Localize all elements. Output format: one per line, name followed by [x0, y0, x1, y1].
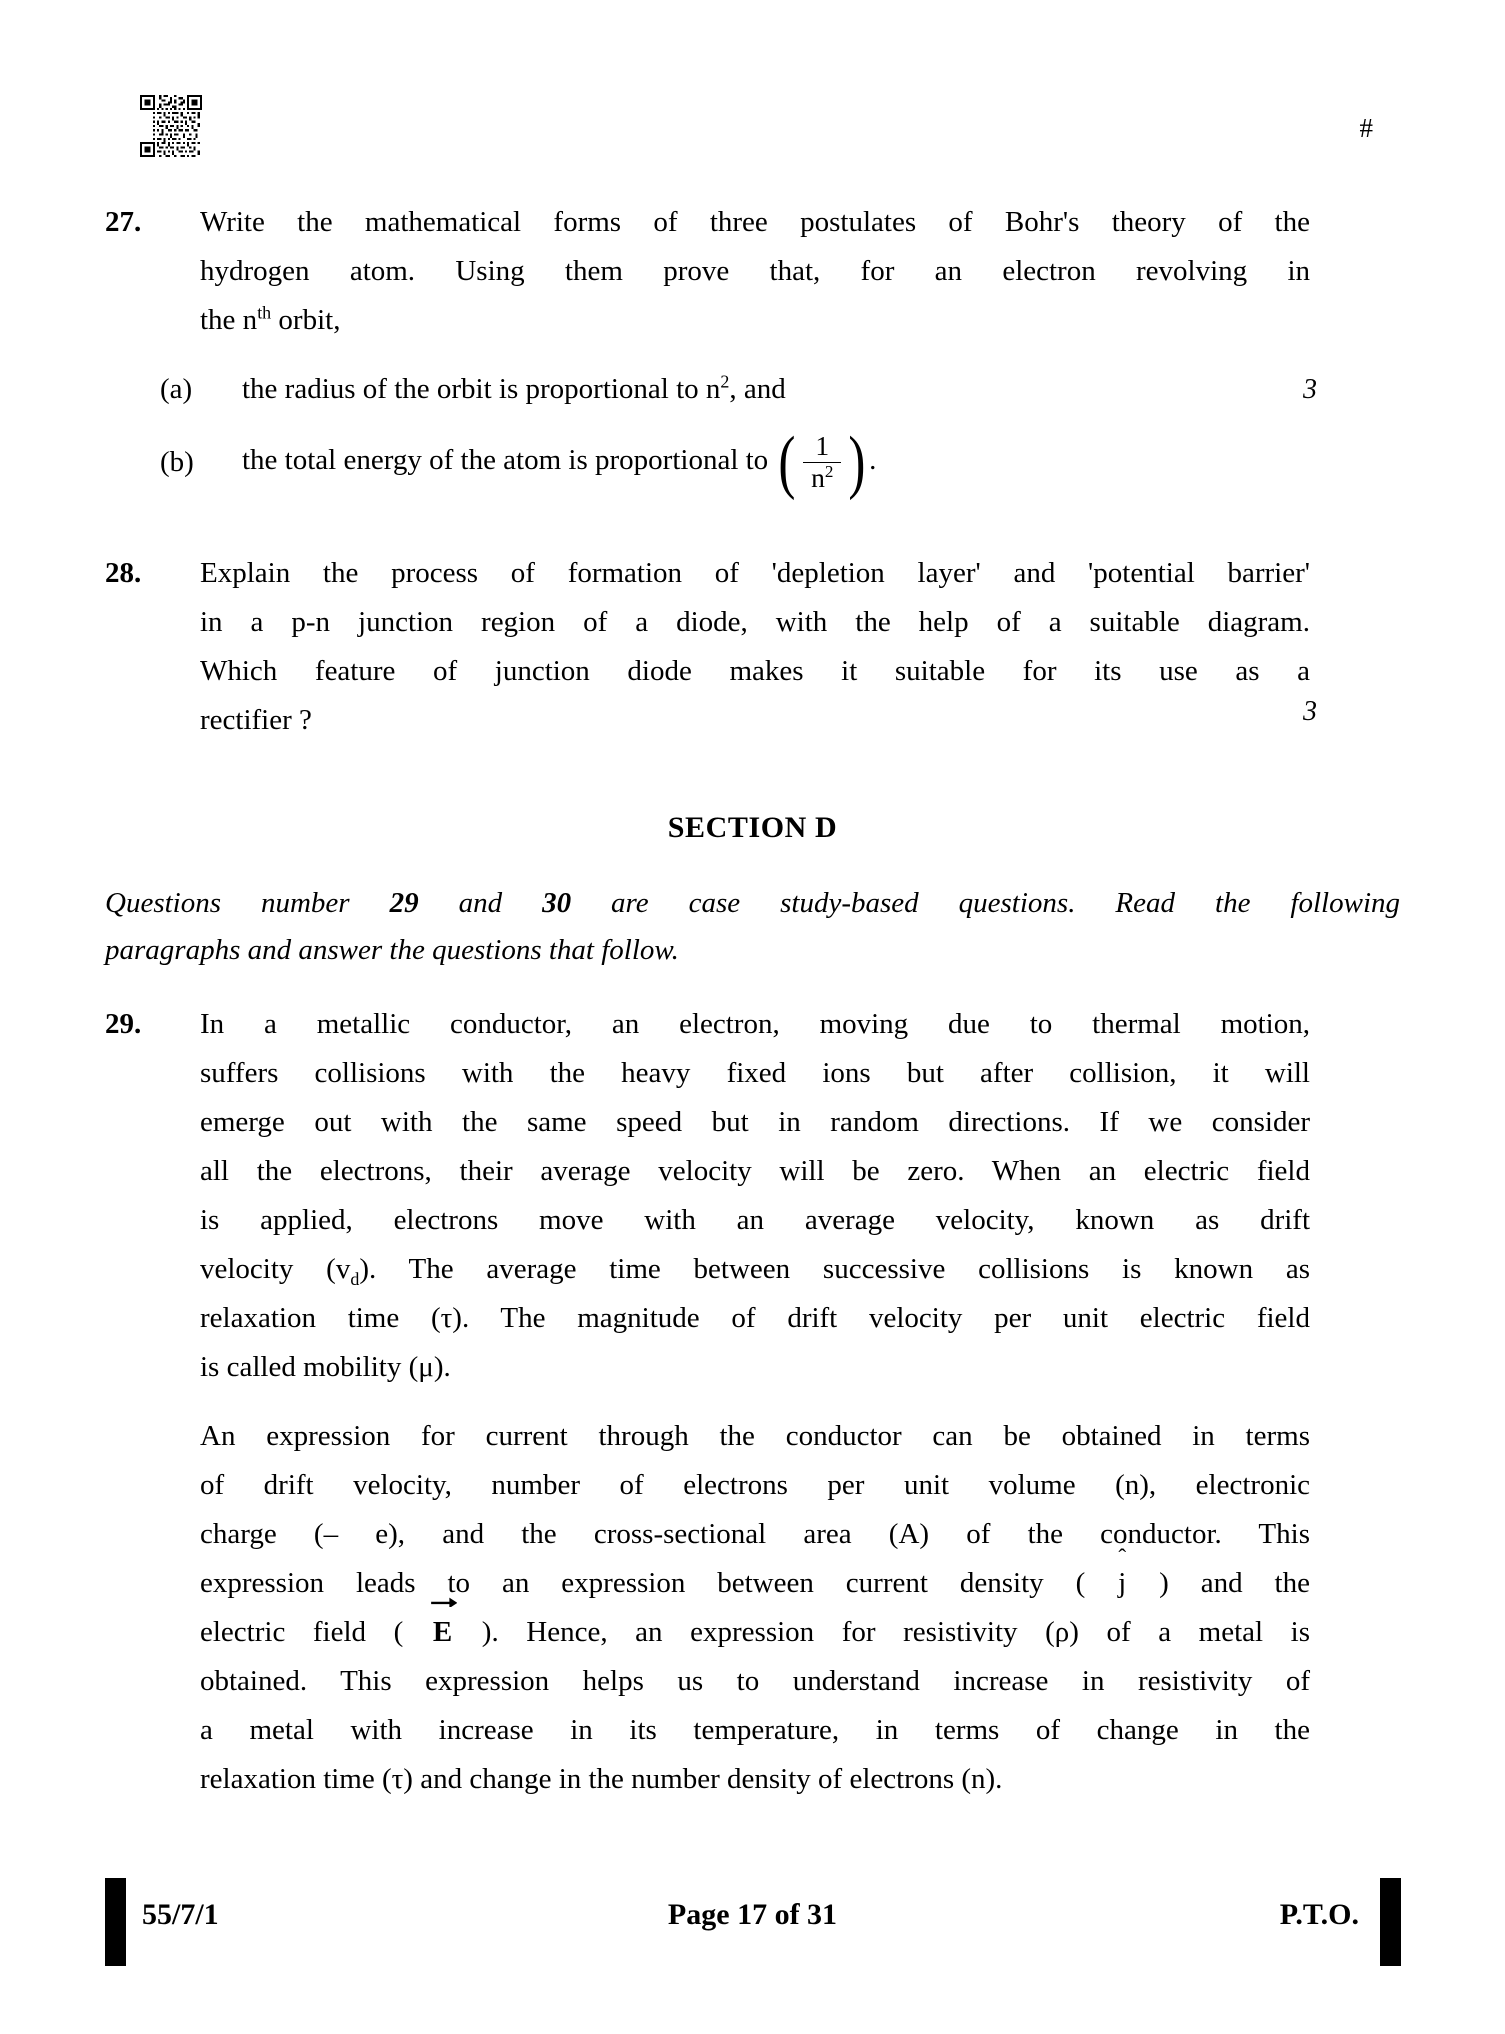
question-28 [105, 549, 1405, 745]
question-28-line-3: Which feature of junction diode makes it suitable for its use as a [200, 655, 1310, 687]
q29-p1-line-2: suffers collisions with the heavy fixed ions but after collision, it will [200, 1057, 1310, 1089]
subpart-a-text-post: , and [729, 373, 786, 405]
question-27-number: 27. [105, 206, 142, 238]
page-number: Page 17 of 31 [667, 1898, 838, 1931]
current-density-post: ) and the [1127, 1567, 1310, 1599]
section-d-heading: SECTION D [667, 811, 838, 844]
paragraph-gap [200, 1392, 1310, 1412]
instr-e: are case study-based questions. Read the following [571, 887, 1400, 919]
instructions-line-1 [105, 880, 1400, 927]
q29-p1-line-1: In a metallic conductor, an electron, moving due to thermal motion, [200, 1008, 1310, 1040]
orbit-text-pre: the n [200, 304, 258, 336]
j-symbol: j [1118, 1567, 1127, 1599]
question-28-number: 28. [105, 557, 142, 589]
question-27-marks: 3 [1303, 374, 1317, 405]
question-29-body [200, 1000, 1310, 1804]
subpart-a-superscript: 2 [720, 371, 730, 392]
subpart-a-label: (a) [160, 373, 193, 405]
instr-q29: 29 [389, 887, 419, 919]
question-28-line-2: in a p-n junction region of a diode, with the help of a suitable diagram. [200, 606, 1310, 638]
subpart-b-text [242, 423, 1215, 502]
denominator-exponent: 2 [824, 461, 834, 481]
q29-p2-line-6: obtained. This expression helps us to understand increase in resistivity of [200, 1665, 1310, 1697]
question-27 [105, 198, 1405, 502]
q29-p2-line-8: relaxation time (τ) and change in the number density of electrons (n). [200, 1763, 1003, 1795]
current-density-j-hat [1117, 1544, 1127, 1608]
subpart-b-text-pre: the total energy of the atom is proportional to [242, 444, 776, 477]
vector-arrow-icon [430, 1595, 457, 1607]
q29-p2-line-3: charge (– e), and the cross-sectional area (A) of the conductor. This [200, 1518, 1310, 1550]
q29-p2-line-2: of drift velocity, number of electrons per unit volume (n), electronic [200, 1469, 1310, 1501]
question-29-number: 29. [105, 1008, 142, 1040]
instr-a: Questions number [105, 887, 390, 919]
page-hash-mark: # [1359, 113, 1373, 143]
right-paren: ) [848, 423, 866, 502]
drift-velocity-pre: velocity (v [200, 1253, 351, 1285]
subpart-a-text-pre: the radius of the orbit is proportional to n [242, 373, 721, 405]
q29-p1-line-7: relaxation time (τ). The magnitude of drift velocity per unit electric field [200, 1302, 1310, 1334]
denominator-base: n [811, 461, 825, 493]
subpart-a-text [242, 365, 1215, 414]
instr-q30: 30 [542, 887, 572, 919]
q29-p1-line-4: all the electrons, their average velocity will be zero. When an electric field [200, 1155, 1310, 1187]
question-28-line-1: Explain the process of formation of 'depletion layer' and 'potential barrier' [200, 557, 1310, 589]
instructions-line-2: paragraphs and answer the questions that follow. [105, 934, 679, 966]
q29-p1-line-3: emerge out with the same speed but in random directions. If we consider [200, 1106, 1310, 1138]
q29-p1-line-6 [200, 1245, 1310, 1294]
question-29 [105, 1000, 1405, 1804]
orbit-text-post: orbit, [271, 304, 341, 336]
question-27-subpart-b [160, 423, 1215, 502]
left-paren: ( [778, 423, 796, 502]
q29-p2-line-7: a metal with increase in its temperature, in terms of change in the [200, 1714, 1310, 1746]
q29-p2-line-1: An expression for current through the conductor can be obtained in terms [200, 1420, 1310, 1452]
paper-code: 55/7/1 [142, 1898, 219, 1931]
question-27-line-1: Write the mathematical forms of three postulates of Bohr's theory of the [200, 206, 1310, 238]
section-d-instructions [105, 880, 1400, 974]
subpart-b-text-post: . [869, 444, 877, 477]
q29-p2-line-5 [200, 1608, 1310, 1657]
question-27-line-2: hydrogen atom. Using them prove that, for an electron revolving in [200, 255, 1310, 287]
page-footer [0, 1878, 1505, 1968]
question-27-subpart-a [160, 365, 1215, 414]
fraction-numerator: 1 [815, 430, 830, 461]
q29-p2-line-4 [200, 1544, 1310, 1608]
E-symbol: E [432, 1616, 453, 1648]
drift-velocity-subscript: d [350, 1268, 360, 1289]
page-header [105, 95, 1395, 175]
current-density-pre: expression leads to an expression between current density ( [200, 1567, 1118, 1599]
question-27-line-3 [200, 296, 1310, 345]
drift-velocity-post: ). The average time between successive collisions is known as [359, 1253, 1310, 1285]
fraction-group [775, 423, 869, 502]
question-28-line-4: rectifier ? [200, 704, 312, 736]
question-27-body [200, 198, 1310, 345]
orbit-superscript: th [257, 302, 272, 323]
pto-label: P.T.O. [1279, 1898, 1359, 1931]
q29-p1-line-8: is called mobility (μ). [200, 1351, 451, 1383]
electric-field-vector-E [431, 1608, 454, 1657]
question-28-marks: 3 [1303, 696, 1317, 727]
electric-field-post: ). Hence, an expression for resistivity (ρ) of a metal is [454, 1616, 1311, 1648]
instr-c: and [418, 887, 543, 919]
fraction-one-over-n-squared [803, 432, 841, 493]
electric-field-pre: electric field ( [200, 1616, 431, 1648]
q29-p1-line-5: is applied, electrons move with an average velocity, known as drift [200, 1204, 1310, 1236]
hat-accent: ˆ [1118, 1544, 1127, 1571]
subpart-b-label: (b) [160, 445, 194, 478]
question-28-body [200, 549, 1310, 745]
qr-code-icon [140, 95, 202, 157]
fraction-denominator [803, 462, 841, 493]
